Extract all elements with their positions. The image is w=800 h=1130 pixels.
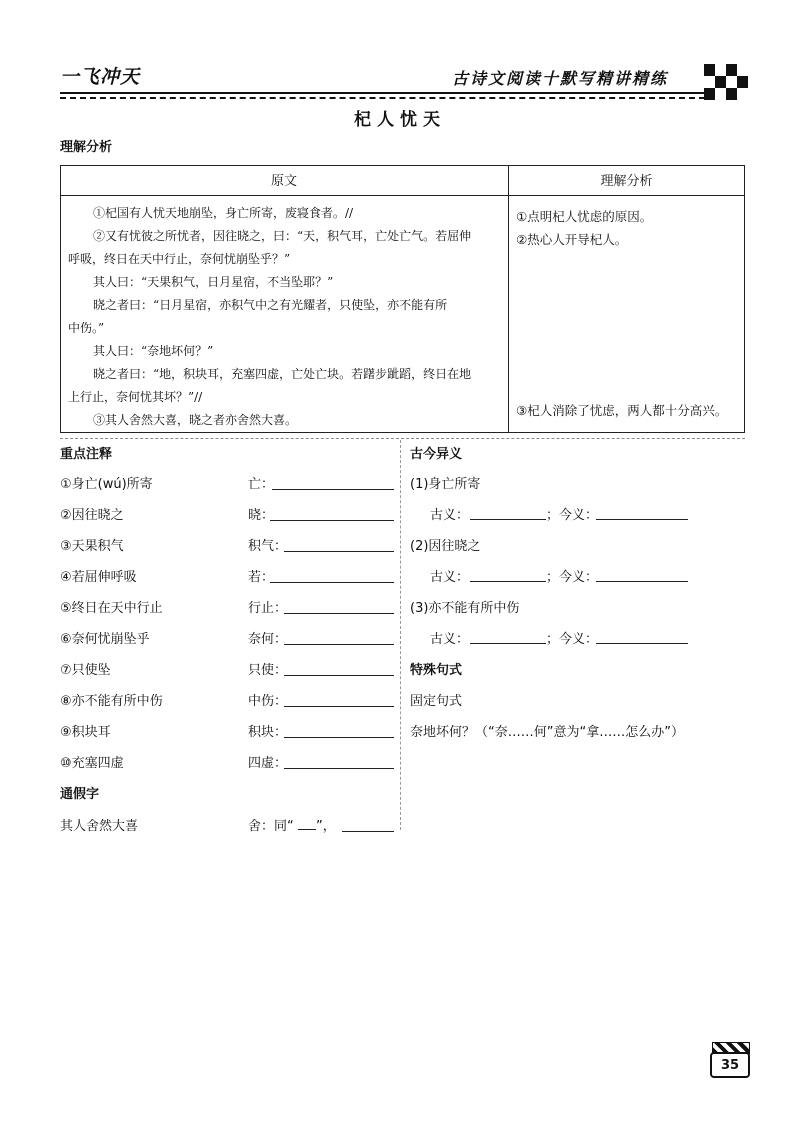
page-number: 35 [720, 1058, 740, 1073]
gujin-phrase: (2)因往晓之 [410, 539, 481, 554]
note-word: 中伤： [248, 694, 288, 709]
answer-blank[interactable] [342, 817, 394, 832]
special-subheading: 固定句式 [410, 694, 463, 709]
tongjia-mid: ”， [316, 819, 336, 834]
jin-label: ；今义： [546, 570, 599, 585]
answer-blank[interactable] [596, 567, 688, 582]
original-line: ①杞国有人忧天地崩坠，身亡所寄，废寝食者。// [93, 206, 354, 220]
note-phrase: ⑩充塞四虚 [60, 756, 124, 771]
gu-label: 古义： [430, 508, 470, 523]
jin-label: ；今义： [546, 508, 599, 523]
note-phrase: ⑨积块耳 [60, 725, 111, 740]
answer-blank[interactable] [470, 629, 546, 644]
gu-label: 古义： [430, 570, 470, 585]
note-word: 奈何： [248, 632, 288, 647]
answer-blank[interactable] [284, 599, 394, 614]
section-heading-key-notes: 重点注释 [60, 447, 113, 462]
series-title: 古诗文阅读十默写精讲精练 [452, 69, 669, 88]
jin-label: ；今义： [546, 632, 599, 647]
answer-blank[interactable] [284, 630, 394, 645]
note-phrase: ④若屈伸呼吸 [60, 570, 137, 585]
table-divider [508, 165, 509, 433]
original-line: 其人曰：“天果积气，日月星宿，不当坠耶？” [93, 275, 334, 289]
answer-blank[interactable] [298, 815, 316, 830]
answer-blank[interactable] [596, 505, 688, 520]
gu-label: 古义： [430, 632, 470, 647]
answer-blank[interactable] [284, 692, 394, 707]
column-header-original: 原文 [270, 174, 297, 189]
original-line: 其人曰：“奈地坏何？” [93, 344, 214, 358]
special-sentence: 奈地坏何？（“奈……何”意为“拿……怎么办”） [410, 725, 684, 740]
note-phrase: ②因往晓之 [60, 508, 124, 523]
answer-blank[interactable] [270, 568, 394, 583]
answer-blank[interactable] [270, 506, 394, 521]
answer-blank[interactable] [470, 505, 546, 520]
gujin-phrase: (1)身亡所寄 [410, 477, 481, 492]
answer-blank[interactable] [596, 629, 688, 644]
tongjia-prefix: 舍：同“ [248, 819, 294, 834]
original-line: ②又有忧彼之所忧者，因往晓之，曰：“天，积气耳，亡处亡气。若屈伸 [93, 229, 472, 243]
checker-decoration [704, 64, 748, 100]
note-word: 积块： [248, 725, 288, 740]
note-word: 晓： [248, 508, 275, 523]
note-word: 行止： [248, 601, 288, 616]
answer-blank[interactable] [284, 754, 394, 769]
section-separator [60, 438, 745, 439]
original-line: 晓之者曰：“日月星宿，亦积气中之有光耀者，只使坠，亦不能有所 [93, 298, 448, 312]
section-heading-special: 特殊句式 [410, 663, 463, 678]
analysis-note: ②热心人开导杞人。 [516, 232, 628, 247]
note-word: 亡： [248, 477, 275, 492]
section-heading-gujin: 古今异义 [410, 447, 463, 462]
note-word: 只使： [248, 663, 288, 678]
original-line: 上行止，奈何忧其坏？”// [68, 390, 203, 404]
analysis-note: ③杞人消除了忧虑，两人都十分高兴。 [516, 403, 728, 418]
page-title: 杞人忧天 [354, 110, 446, 130]
original-line: ③其人舍然大喜，晓之者亦舍然大喜。 [93, 413, 298, 427]
note-word: 四虚： [248, 756, 288, 771]
analysis-note: ①点明杞人忧虑的原因。 [516, 209, 653, 224]
answer-blank[interactable] [284, 537, 394, 552]
brand-logo: 一飞冲天 [60, 66, 141, 88]
original-line: 晓之者曰：“地，积块耳，充塞四虚，亡处亡块。若躇步跐蹈，终日在地 [93, 367, 472, 381]
gujin-phrase: (3)亦不能有所中伤 [410, 601, 520, 616]
column-header-analysis: 理解分析 [600, 174, 653, 189]
note-phrase: ⑧亦不能有所中伤 [60, 694, 163, 709]
section-heading-analysis: 理解分析 [60, 140, 113, 155]
answer-blank[interactable] [284, 723, 394, 738]
note-phrase: ⑥奈何忧崩坠乎 [60, 632, 150, 647]
note-phrase: ③天果积气 [60, 539, 124, 554]
header-rule [60, 92, 705, 94]
answer-blank[interactable] [470, 567, 546, 582]
table-header-divider [60, 195, 745, 196]
original-line: 中伤。” [68, 321, 105, 335]
note-phrase: ⑦只使坠 [60, 663, 111, 678]
answer-blank[interactable] [284, 661, 394, 676]
note-phrase: ①身亡(wú)所寄 [60, 477, 153, 492]
original-line: 呼吸，终日在天中行止，奈何忧崩坠乎？” [68, 252, 291, 266]
header-dashed-rule [60, 97, 705, 99]
note-phrase: ⑤终日在天中行止 [60, 601, 163, 616]
column-separator [400, 440, 401, 830]
tongjia-phrase: 其人舍然大喜 [60, 819, 139, 834]
answer-blank[interactable] [272, 475, 394, 490]
section-heading-tongjia: 通假字 [60, 787, 100, 802]
note-word: 积气： [248, 539, 288, 554]
note-word: 若： [248, 570, 275, 585]
